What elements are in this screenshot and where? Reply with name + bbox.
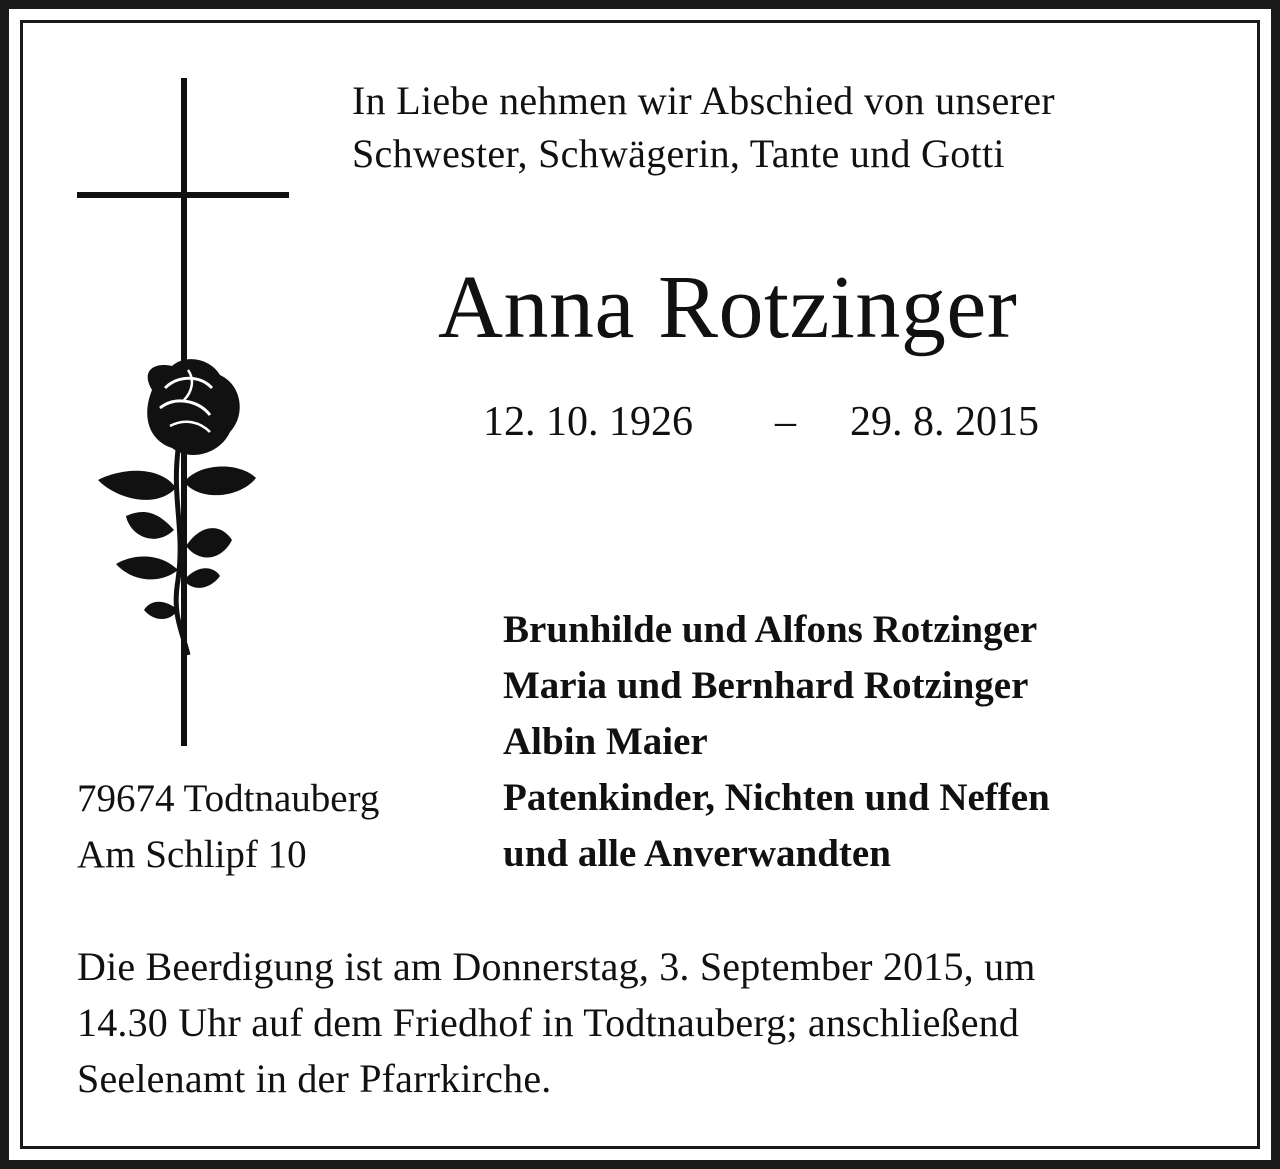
intro-line: Schwester, Schwägerin, Tante und Gotti bbox=[352, 131, 1005, 176]
mourner-line: Albin Maier bbox=[503, 720, 708, 763]
intro-line: In Liebe nehmen wir Abschied von unserer bbox=[352, 78, 1055, 123]
mourner-line: Maria und Bernhard Rotzinger bbox=[503, 664, 1029, 707]
funeral-line: Seelenamt in der Pfarrkirche. bbox=[77, 1056, 552, 1101]
death-date: 29. 8. 2015 bbox=[850, 399, 1039, 445]
funeral-line: Die Beerdigung ist am Donnerstag, 3. September 2015, um bbox=[77, 944, 1036, 989]
mourner-line: und alle Anverwandten bbox=[503, 832, 891, 875]
funeral-announcement bbox=[77, 939, 1036, 1107]
birth-date: 12. 10. 1926 bbox=[483, 399, 693, 445]
funeral-line: 14.30 Uhr auf dem Friedhof in Todtnauberg; anschließend bbox=[77, 1000, 1020, 1045]
address-line: Am Schlipf 10 bbox=[77, 833, 307, 876]
mourners-list bbox=[503, 602, 1050, 882]
deceased-name: Anna Rotzinger bbox=[438, 258, 1018, 357]
cross-with-rose-icon bbox=[60, 70, 300, 760]
mourner-line: Patenkinder, Nichten und Neffen bbox=[503, 776, 1050, 819]
mourner-line: Brunhilde und Alfons Rotzinger bbox=[503, 608, 1038, 651]
address-block bbox=[77, 771, 379, 883]
address-line: 79674 Todtnauberg bbox=[77, 777, 380, 820]
intro-text bbox=[352, 74, 1232, 180]
date-separator: – bbox=[775, 399, 796, 445]
